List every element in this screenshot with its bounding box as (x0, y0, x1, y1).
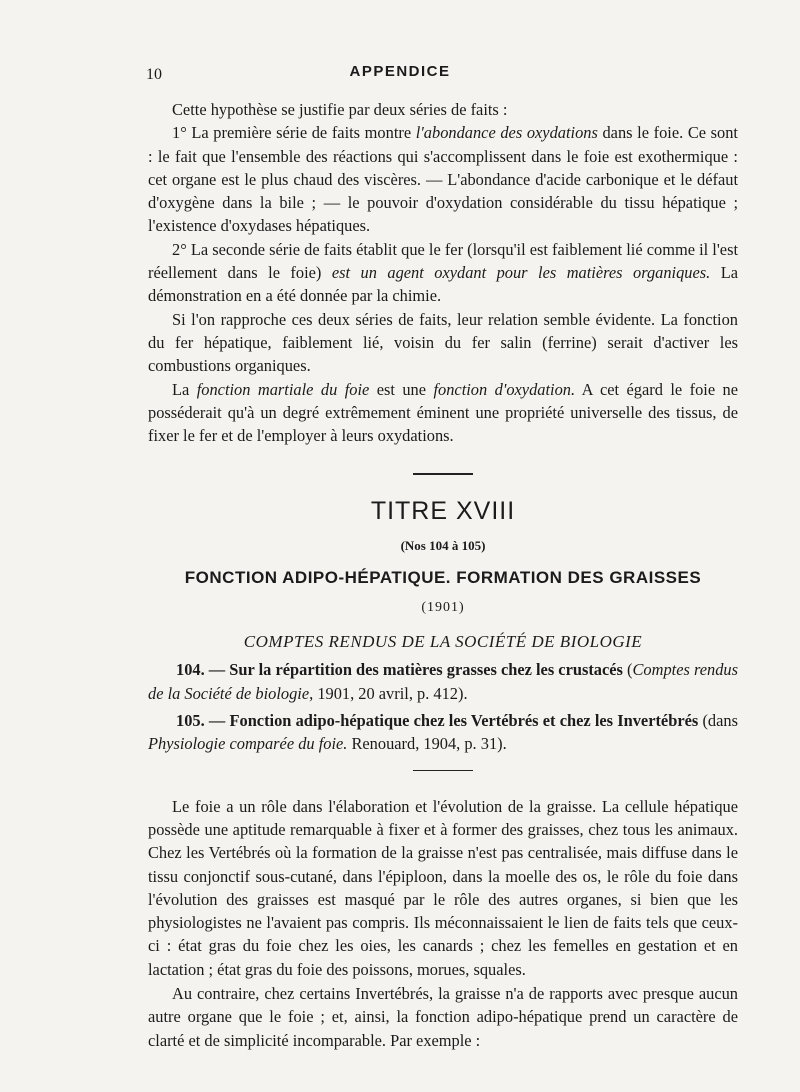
body-paragraph-1: Le foie a un rôle dans l'élaboration et l'évolution de la graisse. La cellule hépatique possède une aptitude remarquable à fixer et à former des graisses, chez tous les animaux. Chez les Vertébrés où la formation de la graisse n'est pas centralisée, mais diffuse dans le tissu conjonctif sous-cutané, dans l'épiploon, dans la moelle des os, le rôle du foie dans l'évolution des graisses est masqué par le rôle des autres organes, si bien que les physiologistes ne l'avaient pas compris. Ils méconnaissaient le lien de faits tels que ceux-ci : état gras du foie chez les oies, les canards ; chez les femelles en gestation et en lactation ; état gras du foie des poissons, morues, squales. (148, 796, 738, 979)
body-paragraph-2: Au contraire, chez certains Invertébrés, la graisse n'a de rapports avec presque aucun autre organe que le foie ; et, ainsi, la fonction adipo-hépatique prend un caractère de clarté et de simplicité incomparable. Par exemple : (148, 984, 738, 1050)
intro-paragraph-5: La fonction martiale du foie est une fonction d'oxydation. A cet égard le foie ne posséderait qu'à un degré extrêmement éminent une propriété universelle des tissus, de fixer le fer et de l'employer à leurs oxydations. (148, 379, 738, 446)
page-number: 10 (146, 66, 162, 83)
intro-paragraph-2: 1° La première série de faits montre l'abondance des oxydations dans le foie. Ce sont : le fait que l'ensemble des réactions qui s'accomplissent dans le foie est exothermique : cet organe est le plus chaud des viscères. — L'abondance d'acide carbonique et le défaut d'oxygène dans la bile ; — le pouvoir d'oxydation considérable du tissu hépatique ; l'existence d'oxydases hépatiques. (148, 123, 738, 236)
page-body (148, 98, 738, 1052)
section-numbers: (Nos 104 à 105) (400, 538, 486, 554)
section-title: TITRE XVIII (370, 497, 516, 526)
reference-105: 105. — Fonction adipo-hépatique chez les Vertébrés et chez les Invertébrés (dans Physiologie comparée du foie. Renouard, 1904, p. 31). (148, 711, 738, 754)
journal-name: COMPTES RENDUS DE LA SOCIÉTÉ DE BIOLOGIE (243, 632, 643, 652)
section-heading: FONCTION ADIPO-HÉPATIQUE. FORMATION DES GRAISSES (184, 568, 702, 588)
section-divider (413, 473, 473, 475)
section-year: (1901) (421, 600, 465, 616)
intro-paragraph-4: Si l'on rapproche ces deux séries de faits, leur relation semble évidente. La fonction du fer hépatique, faiblement lié, voisin du fer salin (ferrine) serait d'activer les combustions organiques. (148, 309, 738, 376)
intro-paragraph-1: Cette hypothèse se justifie par deux séries de faits : (172, 100, 508, 119)
reference-104: 104. — Sur la répartition des matières grasses chez les crustacés (Comptes rendus de la Société de biologie, 1901, 20 avril, p. 412). (148, 660, 738, 703)
running-title: APPENDICE (349, 63, 451, 80)
intro-paragraph-3: 2° La seconde série de faits établit que le fer (lorsqu'il est faiblement lié comme il l'est réellement dans le foie) est un agent oxydant pour les matières organiques. La démonstration en a été donnée par la chimie. (148, 239, 739, 306)
reference-divider (413, 770, 473, 771)
